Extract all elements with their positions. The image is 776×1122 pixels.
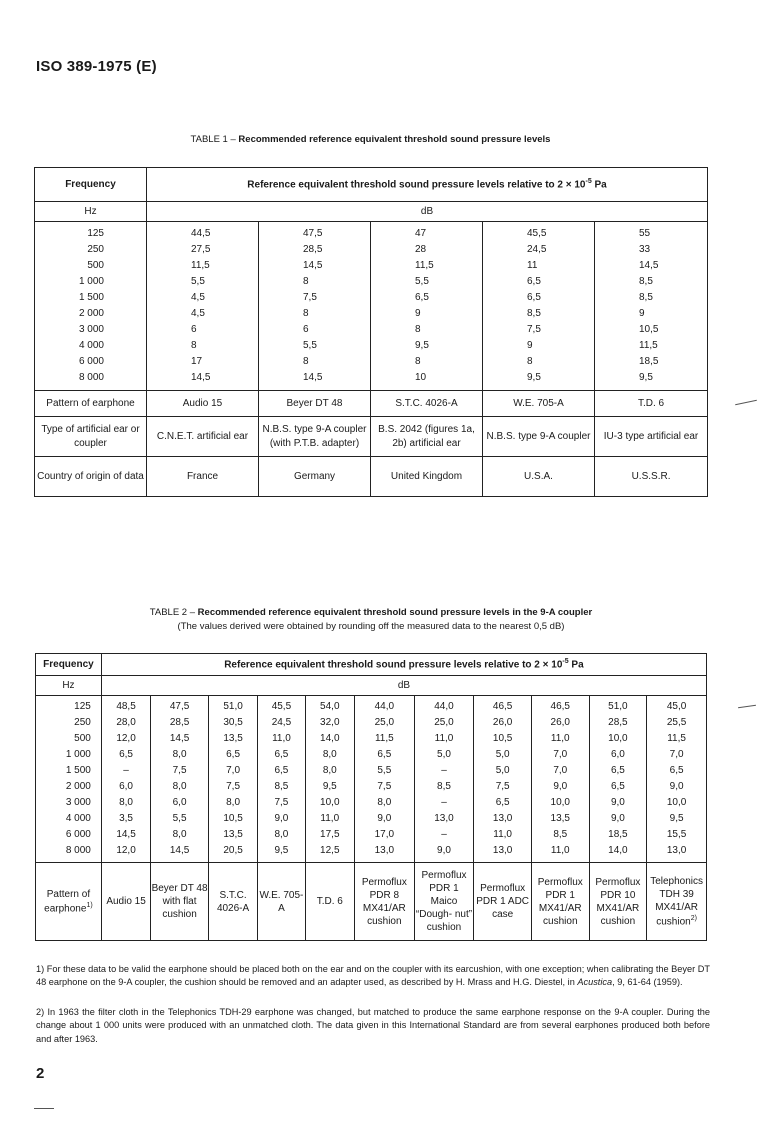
table2-data-column xyxy=(474,696,532,863)
table2 xyxy=(35,653,707,941)
table2-spl-header-exp: -5 xyxy=(562,658,569,666)
table2-value: 13,0 xyxy=(492,845,513,856)
table2-value: 13,0 xyxy=(434,813,454,824)
table2-frequency-value: 4 000 xyxy=(65,813,91,824)
table1-value: 6 xyxy=(191,324,197,335)
table2-frequency-value: 3 000 xyxy=(65,797,91,808)
table2-value: 8,0 xyxy=(226,797,241,808)
table2-value: 6,5 xyxy=(377,749,392,760)
table1-value: 5,5 xyxy=(415,276,429,287)
table2-value: 6,0 xyxy=(610,749,625,760)
table2-frequency-value: 1 000 xyxy=(65,749,91,760)
table1-pattern-cell: Beyer DT 48 xyxy=(259,391,371,417)
table1-value: 4,5 xyxy=(191,308,205,319)
table2-caption xyxy=(35,607,707,618)
table1-value: 6,5 xyxy=(415,292,429,303)
table2-value: 45,0 xyxy=(666,701,687,712)
table2-value: 11,5 xyxy=(374,733,394,744)
table1-frequency-value: 8 000 xyxy=(78,372,104,383)
table2-pattern-sup: 2) xyxy=(690,914,697,922)
table1-value: 11,5 xyxy=(191,260,210,271)
table2-value: 7,5 xyxy=(377,781,392,792)
table1-value: 5,5 xyxy=(191,276,205,287)
table2-data-column xyxy=(531,696,589,863)
table1-caption-prefix: TABLE 1 – xyxy=(190,134,239,145)
table1-spl-header-text: Reference equivalent threshold sound pressure levels relative to 2 × 10 xyxy=(247,179,586,191)
table1-value: 8,5 xyxy=(639,292,653,303)
table2-data-column xyxy=(647,696,707,863)
table1-value: 9,5 xyxy=(415,340,429,351)
table2-pattern-text: T.D. 6 xyxy=(316,896,343,907)
table2-data-column xyxy=(305,696,354,863)
table2-data-column xyxy=(414,696,474,863)
table1-value: 8 xyxy=(415,324,421,335)
table2-value: 8,5 xyxy=(553,829,568,840)
table2-spl-header-text: Reference equivalent threshold sound pressure levels relative to 2 × 10 xyxy=(224,659,563,671)
table2-value: 8,0 xyxy=(274,829,289,840)
table1-country-cell: United Kingdom xyxy=(371,457,483,497)
table1-freq-unit: Hz xyxy=(35,202,147,222)
table2-pattern-label-text: Pattern of earphone xyxy=(44,888,91,915)
table1-type-label: Type of artificial ear or coupler xyxy=(35,417,147,457)
table2-pattern-text: Telephonics TDH 39 MX41/AR cushion xyxy=(650,875,703,928)
table2-frequency-value: 500 xyxy=(74,733,91,744)
table1-data-column xyxy=(147,222,259,391)
table1-value: 9 xyxy=(527,340,533,351)
table1-frequency-value: 1 000 xyxy=(78,276,104,287)
table1-frequency-column xyxy=(35,222,147,391)
table2-value: 8,0 xyxy=(377,797,392,808)
table1-value: 10,5 xyxy=(639,324,659,335)
table2-value: 9,0 xyxy=(553,781,568,792)
table2-value: 11,0 xyxy=(493,829,512,840)
table2-pattern-cell xyxy=(589,863,647,941)
table2-value: 9,0 xyxy=(274,813,289,824)
table1-value: 7,5 xyxy=(527,324,541,335)
table2-value: 8,0 xyxy=(172,749,187,760)
table2-value: 28,0 xyxy=(116,717,136,728)
table2-value: 8,0 xyxy=(172,829,187,840)
table1-value: 6,5 xyxy=(527,276,541,287)
table1-value: 4,5 xyxy=(191,292,205,303)
table1-country-cell: France xyxy=(147,457,259,497)
footnote-1-journal: Acustica xyxy=(577,977,613,988)
table2-data-column xyxy=(354,696,414,863)
table2-value: 9,5 xyxy=(322,781,337,792)
table1-value: 14,5 xyxy=(303,260,323,271)
table1-value: 11 xyxy=(527,260,538,271)
table1-value: 27,5 xyxy=(191,244,211,255)
table1-value: 8,5 xyxy=(527,308,541,319)
table2-value: 51,0 xyxy=(608,701,628,712)
table1-value: 7,5 xyxy=(303,292,317,303)
table2-value: 14,5 xyxy=(169,845,190,856)
table2-value: 12,0 xyxy=(116,733,136,744)
table2-pattern-text: Beyer DT 48 with flat cushion xyxy=(151,883,208,920)
table2-value: 10,5 xyxy=(492,733,513,744)
table2-value: 7,0 xyxy=(553,749,568,760)
table2-value: – xyxy=(441,797,447,808)
table2-pattern-text: Permoflux PDR 10 MX41/AR cushion xyxy=(595,876,641,927)
table2-pattern-text: S.T.C. 4026-A xyxy=(216,889,250,914)
table2-value: 44,0 xyxy=(434,701,454,712)
scan-mark xyxy=(34,1108,54,1109)
table1-value: 14,5 xyxy=(191,372,211,383)
table1-value: 8 xyxy=(415,356,421,367)
table1-value: 18,5 xyxy=(639,356,659,367)
table2-value: 13,5 xyxy=(550,813,570,824)
table2-value: 12,0 xyxy=(116,845,136,856)
table2-pattern-label-sup: 1) xyxy=(86,901,93,909)
table1-frequency-value: 6 000 xyxy=(78,356,104,367)
table2-value: 5,5 xyxy=(172,813,187,824)
table2-value: 9,0 xyxy=(610,813,625,824)
table2-value: 10,0 xyxy=(608,733,628,744)
table1-value: 11,5 xyxy=(639,340,658,351)
table2-frequency-value: 6 000 xyxy=(65,829,91,840)
table1-caption xyxy=(34,134,707,145)
table1-country-label: Country of origin of data xyxy=(35,457,147,497)
footnote-1 xyxy=(36,963,710,990)
table2-value: 6,5 xyxy=(610,781,625,792)
table2-pattern-text: Permoflux PDR 1 MX41/AR cushion xyxy=(537,876,583,927)
table1-frequency-value: 1 500 xyxy=(78,292,104,303)
table2-value: 9,0 xyxy=(610,797,625,808)
table2-data-column xyxy=(258,696,305,863)
table2-value: 14,5 xyxy=(116,829,136,840)
table1-value: 9,5 xyxy=(639,372,653,383)
table1-data-column xyxy=(371,222,483,391)
table2-value: 6,5 xyxy=(226,749,241,760)
table2-value: 13,0 xyxy=(374,845,395,856)
table1-value: 8 xyxy=(191,340,197,351)
table1-value: 8 xyxy=(303,356,309,367)
table2-frequency-value: 2 000 xyxy=(65,781,91,792)
table2-value: 45,5 xyxy=(271,701,292,712)
table1-value: 14,5 xyxy=(639,260,659,271)
table2-value: 9,0 xyxy=(669,781,684,792)
table2-value: 17,0 xyxy=(374,829,395,840)
table1-caption-title: Recommended reference equivalent threshold sound pressure levels xyxy=(238,134,551,145)
table1-pattern-cell: T.D. 6 xyxy=(595,391,708,417)
table2-pattern-text: Permoflux PDR 1 ADC case xyxy=(476,883,530,920)
table2-value: 13,5 xyxy=(223,733,243,744)
table2-value: 28,5 xyxy=(169,717,190,728)
table1-value: 9,5 xyxy=(527,372,541,383)
table2-value: 26,0 xyxy=(550,717,570,728)
table2-value: – xyxy=(441,829,447,840)
table2-value: – xyxy=(441,765,447,776)
table2-value: 11,0 xyxy=(272,733,291,744)
table1-frequency-value: 250 xyxy=(87,244,104,255)
table2-value: 10,5 xyxy=(223,813,243,824)
table2-value: 11,0 xyxy=(320,813,340,824)
table2-value: 26,0 xyxy=(492,717,513,728)
table2-value: 11,5 xyxy=(667,733,686,744)
table1-pattern-cell: S.T.C. 4026-A xyxy=(371,391,483,417)
table2-value: 11,0 xyxy=(434,733,454,744)
table1-frequency-value: 4 000 xyxy=(78,340,104,351)
table1-country-cell: Germany xyxy=(259,457,371,497)
table2-value: 44,0 xyxy=(374,701,395,712)
table2-value: 14,0 xyxy=(320,733,340,744)
table2-value: 5,0 xyxy=(495,749,510,760)
table2-caption-prefix: TABLE 2 – xyxy=(149,607,198,618)
table2-value: 7,5 xyxy=(172,765,187,776)
table2-spl-header xyxy=(101,654,706,676)
table2-value: 14,0 xyxy=(608,845,628,856)
table1-type-cell: IU-3 type artificial ear xyxy=(595,417,708,457)
table1-data-column xyxy=(259,222,371,391)
table2-value: 10,0 xyxy=(320,797,340,808)
table2-value: 6,0 xyxy=(172,797,187,808)
table2-value: 7,5 xyxy=(274,797,289,808)
table2-value: 8,5 xyxy=(437,781,451,792)
table2-value: 6,0 xyxy=(119,781,133,792)
table1-value: 5,5 xyxy=(303,340,317,351)
table2-value: 7,0 xyxy=(553,765,568,776)
table2-value: 8,0 xyxy=(172,781,187,792)
table2-value: 5,5 xyxy=(377,765,392,776)
table1-value: 45,5 xyxy=(527,228,547,239)
table1-pattern-cell: W.E. 705-A xyxy=(483,391,595,417)
table1-value: 9 xyxy=(415,308,421,319)
table2-pattern-cell xyxy=(354,863,414,941)
table2-value: 13,0 xyxy=(492,813,513,824)
table2-value: 11,0 xyxy=(550,845,570,856)
table2-pattern-label xyxy=(36,863,102,941)
table2-pattern-cell xyxy=(208,863,257,941)
table1 xyxy=(34,167,708,497)
table2-value: 47,5 xyxy=(169,701,190,712)
table2-frequency-value: 8 000 xyxy=(65,845,91,856)
table2-value: 5,0 xyxy=(495,765,510,776)
table2-value: 7,0 xyxy=(669,749,684,760)
table2-value: 6,5 xyxy=(274,765,289,776)
table1-data-column xyxy=(483,222,595,391)
table2-data-column xyxy=(101,696,150,863)
table2-value: 10,0 xyxy=(666,797,687,808)
table2-value: 6,5 xyxy=(610,765,625,776)
table2-freq-unit: Hz xyxy=(36,676,102,696)
table2-value: 11,0 xyxy=(550,733,570,744)
table2-spl-header-unit: Pa xyxy=(568,659,584,671)
table2-value: 8,0 xyxy=(322,749,337,760)
document-id: ISO 389-1975 (E) xyxy=(36,58,157,75)
table2-value: 9,0 xyxy=(437,845,451,856)
table2-value: 10,0 xyxy=(550,797,570,808)
table2-value: 54,0 xyxy=(320,701,340,712)
table1-value: 47 xyxy=(415,228,427,239)
table2-data-column xyxy=(151,696,209,863)
table1-pattern-label: Pattern of earphone xyxy=(35,391,147,417)
table2-pattern-text: W.E. 705-A xyxy=(259,889,304,914)
table2-value: 9,5 xyxy=(669,813,684,824)
table2-pattern-text: Permoflux PDR 8 MX41/AR cushion xyxy=(361,876,407,927)
table2-frequency-column xyxy=(36,696,102,863)
table1-value: 8,5 xyxy=(639,276,653,287)
table2-value: 13,5 xyxy=(223,829,243,840)
table2-value: 15,5 xyxy=(666,829,687,840)
table2-value: 30,5 xyxy=(223,717,243,728)
table1-frequency-value: 2 000 xyxy=(78,308,104,319)
table2-pattern-cell xyxy=(305,863,354,941)
table2-pattern-cell xyxy=(151,863,209,941)
table2-frequency-value: 1 500 xyxy=(65,765,91,776)
table2-value: 6,5 xyxy=(119,749,133,760)
table2-value: 6,5 xyxy=(669,765,684,776)
table2-value: 46,5 xyxy=(492,701,513,712)
table2-value: 7,5 xyxy=(495,781,510,792)
table2-value: 6,5 xyxy=(495,797,510,808)
table2-value: 5,0 xyxy=(437,749,451,760)
table1-value: 33 xyxy=(639,244,651,255)
table1-value: 9 xyxy=(639,308,645,319)
table2-value: 3,5 xyxy=(119,813,133,824)
table1-country-cell: U.S.A. xyxy=(483,457,595,497)
table1-value: 6 xyxy=(303,324,309,335)
table2-value: 13,0 xyxy=(666,845,687,856)
table1-spl-header-exp: -5 xyxy=(585,178,592,186)
table2-value: 12,5 xyxy=(320,845,340,856)
table1-spl-header xyxy=(147,168,708,202)
table1-value: 8 xyxy=(303,276,309,287)
table2-value: 8,0 xyxy=(322,765,337,776)
table1-country-cell: U.S.S.R. xyxy=(595,457,708,497)
table2-pattern-text: Audio 15 xyxy=(106,896,146,907)
table1-spl-header-unit: Pa xyxy=(591,179,607,191)
table1-type-cell: N.B.S. type 9-A coupler xyxy=(483,417,595,457)
table2-value: 24,5 xyxy=(271,717,292,728)
table2-level-unit: dB xyxy=(101,676,706,696)
table1-frequency-value: 125 xyxy=(87,228,104,239)
table2-pattern-cell xyxy=(531,863,589,941)
table1-value: 28 xyxy=(415,244,427,255)
table2-value: 17,5 xyxy=(320,829,340,840)
table1-frequency-value: 500 xyxy=(87,260,104,271)
scan-mark xyxy=(735,400,757,406)
table2-value: 51,0 xyxy=(223,701,243,712)
table2-frequency-value: 250 xyxy=(74,717,91,728)
table2-value: 32,0 xyxy=(320,717,340,728)
scan-mark xyxy=(738,705,756,708)
footnote-1-tail: , 9, 61-64 (1959). xyxy=(612,977,683,988)
table2-pattern-cell xyxy=(101,863,150,941)
table2-value: 8,5 xyxy=(274,781,289,792)
table2-value: 25,5 xyxy=(666,717,687,728)
table2-pattern-cell xyxy=(474,863,532,941)
footnote-2: 2) In 1963 the filter cloth in the Telephonics TDH-29 earphone was changed, but matched to produce the same earphone response on the 9-A coupler. During the change about 1 000 units were produced with an unmatched cloth. The data given in this International Standard are from several earphones produced both before and after 1963. xyxy=(36,1007,710,1044)
table1-value: 11,5 xyxy=(415,260,434,271)
table2-pattern-cell xyxy=(414,863,474,941)
table2-value: 6,5 xyxy=(274,749,289,760)
table1-value: 55 xyxy=(639,228,651,239)
table1-level-unit: dB xyxy=(147,202,708,222)
table1-frequency-header: Frequency xyxy=(35,168,147,202)
table1-value: 44,5 xyxy=(191,228,211,239)
table2-caption-subtitle: (The values derived were obtained by rounding off the measured data to the nearest 0,5 dB) xyxy=(177,621,565,632)
table2-value: 9,5 xyxy=(274,845,289,856)
table1-type-cell: N.B.S. type 9-A coupler (with P.T.B. adapter) xyxy=(259,417,371,457)
table1-value: 47,5 xyxy=(303,228,323,239)
table1-pattern-cell: Audio 15 xyxy=(147,391,259,417)
table2-data-column xyxy=(208,696,257,863)
table2-value: 25,0 xyxy=(434,717,454,728)
table2-value: 14,5 xyxy=(169,733,190,744)
table2-value: 7,0 xyxy=(226,765,241,776)
page-number: 2 xyxy=(36,1065,45,1082)
table1-frequency-value: 3 000 xyxy=(78,324,104,335)
table1-value: 10 xyxy=(415,372,427,383)
table2-value: 46,5 xyxy=(550,701,570,712)
table2-frequency-value: 125 xyxy=(74,701,91,712)
table2-data-column xyxy=(589,696,647,863)
table2-value: 7,5 xyxy=(226,781,241,792)
table2-value: 9,0 xyxy=(377,813,392,824)
table1-data-column xyxy=(595,222,708,391)
table1-type-cell: B.S. 2042 (figures 1a, 2b) artificial ear xyxy=(371,417,483,457)
table2-value: 48,5 xyxy=(116,701,136,712)
table2-pattern-cell xyxy=(647,863,707,941)
table1-value: 14,5 xyxy=(303,372,323,383)
table1-value: 24,5 xyxy=(527,244,547,255)
table2-value: 18,5 xyxy=(608,829,628,840)
footnote-1-text: 1) For these data to be valid the earphone should be placed both on the ear and on the coupler with its earcushion, with one exception; when calibrating the Beyer DT 48 earphone on the 9-A coupler, the cushion should be removed and an adapter used, as described by H. Mrass and H.G. Diestel, in xyxy=(36,964,710,988)
table2-value: 25,0 xyxy=(374,717,395,728)
table2-value: – xyxy=(123,765,129,776)
table2-frequency-header: Frequency xyxy=(36,654,102,676)
table2-caption-title: Recommended reference equivalent threshold sound pressure levels in the 9-A coupler xyxy=(197,607,593,618)
table2-pattern-cell xyxy=(258,863,305,941)
table1-value: 6,5 xyxy=(527,292,541,303)
table2-value: 28,5 xyxy=(608,717,628,728)
table1-value: 17 xyxy=(191,356,203,367)
table1-type-cell: C.N.E.T. artificial ear xyxy=(147,417,259,457)
table1-value: 28,5 xyxy=(303,244,323,255)
table2-value: 20,5 xyxy=(223,845,243,856)
table1-value: 8 xyxy=(527,356,533,367)
table1-value: 8 xyxy=(303,308,309,319)
table2-pattern-text: Permoflux PDR 1 Maico “Dough- nut” cushion xyxy=(415,870,473,933)
table2-value: 8,0 xyxy=(119,797,133,808)
